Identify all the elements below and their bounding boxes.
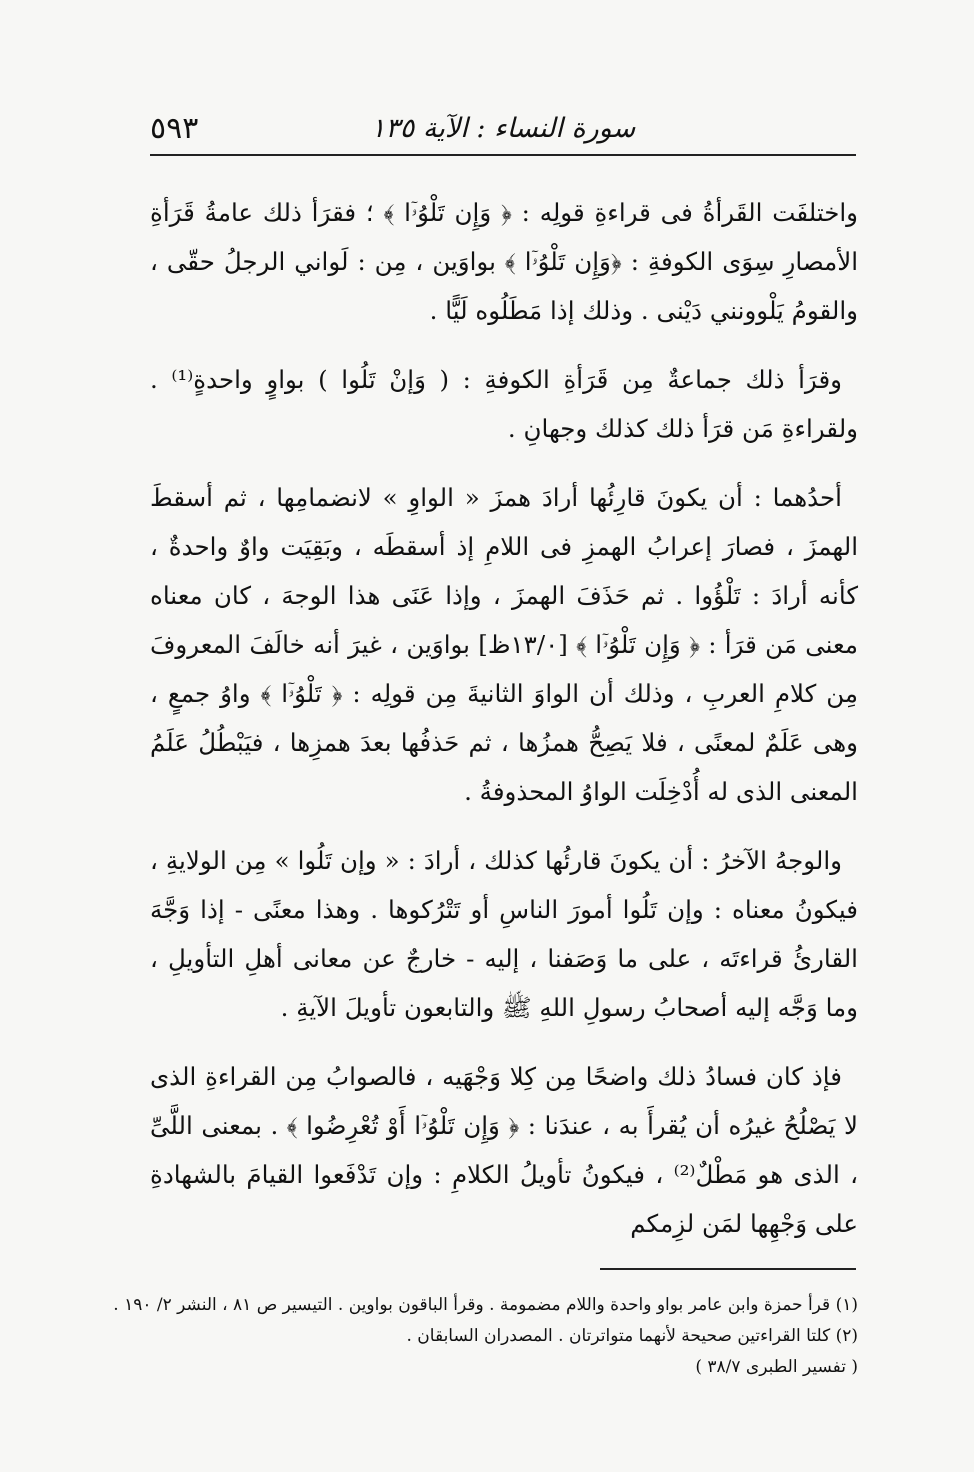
footnote: (١) قرأ حمزة وابن عامر بواو واحدة واللام مضمومة . وقرأ الباقون بواوين . التيسير ص ٨١ ، النشر ٢/ ١٩٠ . (113, 1295, 858, 1315)
paragraph: فإذ كان فسادُ ذلك واضحًا مِن كِلا وَجْهَيه ، فالصوابُ مِن القراءةِ الذى لا يَصْلُحُ غيرُه أن يُقرأَ به ، عندَنا : ﴿ وَإِن تَلْوُۥٓا أَوْ تُعْرِضُوا ﴾ . بمعنى اللَّىِّ ، الذى هو مَطْلٌ⁽²⁾ ، فيكونُ تأويلُ الكلامِ : وإن تَدْفَعوا القيامَ بالشهادةِ على وَجْهِها لمَن لزِمكم (150, 1062, 858, 1238)
source-reference: ( تفسير الطبرى ٣٨/٧ ) (695, 1357, 858, 1377)
page-header (150, 108, 856, 148)
footnotes (113, 1290, 858, 1383)
paragraph: أحدُهما : أن يكونَ قارِئُها أرادَ همزَ « الواوِ » لانضمامِها ، ثم أسقطَ الهمزَ ، فصارَ إعرابُ الهمزِ فى اللامِ إذ أسقطَه ، وبَقِيَت واوٌ واحدةٌ ، كأنه أرادَ : تَلْؤُوا . ثم حَذَفَ الهمزَ ، وإذا عَنَى هذا الوجهَ ، كان معناه معنى مَن قرَأ : ﴿ وَإِن تَلْوُۥٓا ﴾ [١٣/٠ظ] بواوَين ، غيرَ أنه خالَفَ المعروفَ مِن كلامِ العربِ ، وذلك أن الواوَ الثانيةَ مِن قولِه : ﴿ تَلْوُۥٓا ﴾ واوُ جمعٍ ، وهى عَلَمٌ لمعنًى ، فلا يَصِحُّ همزُها ، ثم حَذفُها بعدَ همزِها ، فيَبْطُلُ عَلَمُ المعنى الذى له أُدْخِلَت الواوُ المحذوفةُ . (150, 483, 858, 806)
page-number: ٥٩٣ (150, 110, 199, 146)
footnote: (٢) كلتا القراءتين صحيحة لأنهما متواترتان . المصدران السابقان . (406, 1326, 858, 1346)
header-rule (150, 154, 856, 156)
paragraph: واختلفَت القَرأةُ فى قراءةِ قولِه : ﴿ وَإِن تَلْوُۥٓا ﴾ ؛ فقرَأ ذلك عامةُ قَرَأةِ الأمصارِ سِوَى الكوفةِ : ﴿وَإِن تَلْوُۥٓا ﴾ بواوَين ، مِن : لَواني الرجلُ حقّى ، والقومُ يَلْوونني دَيْنى . وذلك إذا مَطَلُوه لَيًّا . (150, 198, 858, 325)
footnote-rule (600, 1268, 856, 1270)
body-text (150, 188, 858, 1268)
paragraph: والوجهُ الآخرُ : أن يكونَ قارئُها كذلك ، أرادَ : « وإن تَلُوا » مِن الولايةِ ، فيكونُ معناه : وإن تَلُوا أمورَ الناسِ أو تَتْرُكوها . وهذا معنًى - إذا وَجَّهَ القارئُ قراءتَه ، على ما وَصَفنا ، إليه - خارجٌ عن معانى أهلِ التأويلِ ، وما وَجَّه إليه أصحابُ رسولِ اللهِ ﷺ والتابعون تأويلَ الآيةِ . (150, 846, 858, 1022)
running-title: سورة النساء : الآية ١٣٥ (370, 112, 636, 144)
paragraph: وقرَأ ذلك جماعةٌ مِن قَرَأةِ الكوفةِ : ( وَإنْ تَلُوا ) بواوٍ واحدةٍ⁽¹⁾ . ولقراءةِ مَن قرَأ ذلك كذلك وجهانِ . (150, 365, 858, 443)
